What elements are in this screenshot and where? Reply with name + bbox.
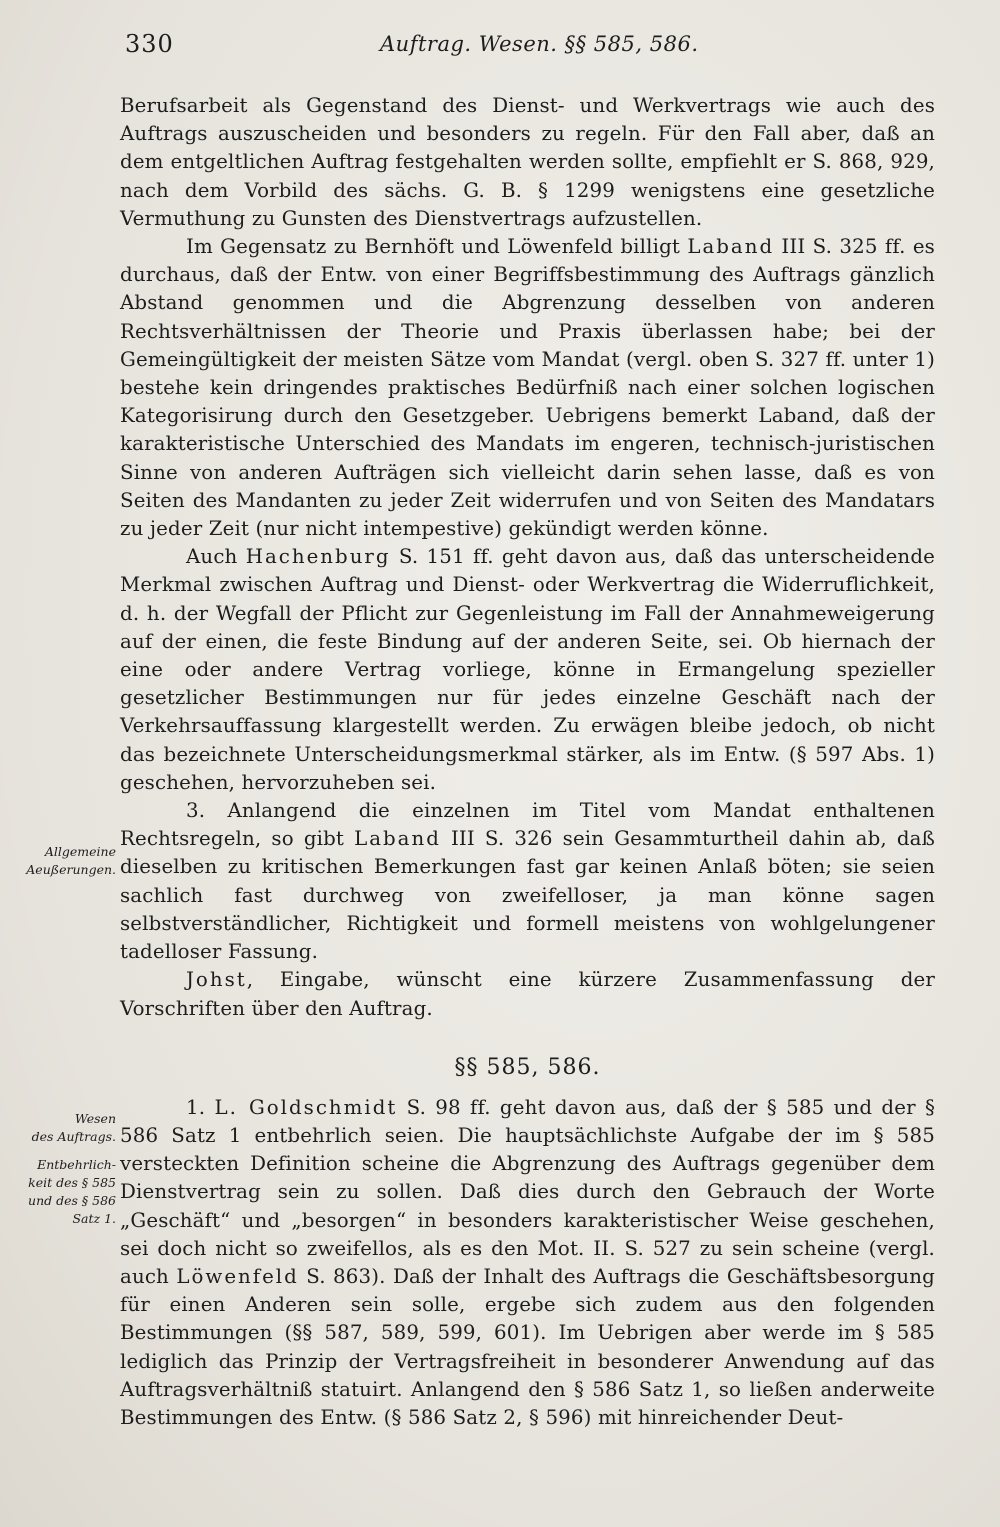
paragraph-text: Berufsarbeit als Gegenstand des Dienst- und Werkvertrags wie auch des Auftrags auszuscheiden und besonders zu regeln. Für den Fall aber, daß an dem entgeltlichen Auftrag festgehalten werden sollte, empfiehlt er S. 868, 929, nach dem Vorbild des sächs. G. B. § 1299 wenigstens eine gesetzliche Vermuthung zu Gunsten des Dienstvertrags aufzustellen. bbox=[120, 94, 935, 230]
margin-note-line: keit des § 585 bbox=[28, 1175, 116, 1190]
paragraph-text: S. 863). Daß der Inhalt des Auftrags die Geschäftsbesorgung für einen Anderen sein solle, ergebe sich zudem aus den folgenden Bestimmungen (§§ 587, 589, 599, 601). Im Uebrigen aber werde im § 585 lediglich das Prinzip der Vertragsfreiheit in besonderer Anwendung auf das Auftragsverhältniß statuirt. Anlangend den § 586 Satz 1, so ließen anderweite Bestimmungen des Entw. (§ 586 Satz 2, § 596) mit hinreichender Deut- bbox=[120, 1264, 935, 1429]
margin-note-line: Satz 1. bbox=[72, 1211, 116, 1226]
paragraph-text: III S. 326 sein Gesammturtheil dahin ab, daß dieselben zu kritischen Bemerkungen fast gar keinen Anlaß böten; sie seien sachlich fast durchweg von zweifelloser, ja man könne sagen selbstverständlicher, Richtigkeit und formell meistens von wohlgelungener tadelloser Fassung. bbox=[120, 827, 935, 964]
margin-note-line: des Auftrags. bbox=[31, 1129, 116, 1144]
paragraph-text: 1. bbox=[186, 1095, 215, 1119]
paragraph-text: Im Gegensatz zu Bernhöft und Löwenfeld billigt bbox=[186, 235, 688, 259]
margin-note-entbehrlichkeit bbox=[8, 1156, 116, 1228]
paragraph bbox=[120, 233, 935, 543]
paragraph bbox=[120, 966, 935, 1022]
paragraph-text: S. 151 ff. geht davon aus, daß das unterscheidende Merkmal zwischen Auftrag und Dienst- oder Werkvertrag die Widerruflichkeit, d. h. der Wegfall der Pflicht zur Gegenleistung im Fall der Annahmeweigerung auf der einen, die feste Bindung auf der anderen Seite, sei. Ob hiernach der eine oder andere Vertrag vorliege, könne in Ermangelung spezieller gesetzlicher Bestimmungen nur für jedes einzelne Geschäft nach der Verkehrsauffassung klargestellt werden. Zu erwägen bleibe jedoch, ob nicht das bezeichnete Unterscheidungsmerkmal stärker, als im Entw. (§ 597 Abs. 1) geschehen, hervorzuheben sei. bbox=[120, 545, 935, 794]
margin-note-line: Aeußerungen. bbox=[26, 862, 116, 877]
body-text bbox=[120, 92, 935, 1432]
author-name: Löwenfeld bbox=[176, 1264, 299, 1288]
paragraph-text: 3. Anlangend die einzelnen im Titel vom Mandat enthaltenen Rechtsregeln, so gibt bbox=[120, 799, 935, 851]
margin-note-line: und des § 586 bbox=[28, 1193, 116, 1208]
author-name: Hachenburg bbox=[245, 545, 391, 569]
page-number: 330 bbox=[125, 30, 174, 58]
paragraph-text: III S. 325 ff. es durchaus, daß der Entw. von einer Begriffsbestimmung des Auftrags gänzlich Abstand genommen und die Abgrenzung desselben von anderen Rechtsverhältnissen der Theorie und Praxis überlassen habe; bei der Gemeingültigkeit der meisten Sätze vom Mandat (vergl. oben S. 327 ff. unter 1) bestehe kein dringendes praktisches Bedürfniß nach einer solchen logischen Kategorisirung durch den Gesetzgeber. Uebrigens bemerkt Laband, daß der karakteristische Unterschied des Mandats im engeren, technisch-juristischen Sinne von anderen Aufträgen sich vielleicht darin sehen lasse, daß es von Seiten des Mandanten zu jeder Zeit widerrufen und von Seiten des Mandatars zu jeder Zeit (nur nicht intempestive) gekündigt werden könne. bbox=[120, 235, 935, 541]
paragraph bbox=[120, 92, 935, 233]
paragraph-text: S. 98 ff. geht davon aus, daß der § 585 und der § 586 Satz 1 entbehrlich seien. Die hauptsächlichste Aufgabe der im § 585 versteckten Definition scheine die Abgrenzung des Auftrags gegenüber dem Dienstvertrag sein zu sollen. Daß dies durch den Gebrauch der Worte „Geschäft“ und „besorgen“ in besonders karakteristischer Weise geschehen, sei doch nicht so zweifellos, als es den Mot. II. S. 527 zu sein scheine (vergl. auch bbox=[120, 1095, 936, 1288]
margin-note-line: Allgemeine bbox=[44, 844, 116, 859]
margin-note-allgemeine bbox=[8, 843, 116, 879]
paragraph-text: Auch bbox=[186, 545, 246, 569]
author-name: L. Goldschmidt bbox=[214, 1095, 398, 1119]
author-name: Laband bbox=[354, 827, 441, 851]
running-head: Auftrag. Wesen. §§ 585, 586. bbox=[380, 32, 699, 56]
paragraph-text: , Eingabe, wünscht eine kürzere Zusammenfassung der Vorschriften über den Auftrag. bbox=[120, 968, 935, 1020]
paragraph bbox=[120, 797, 935, 966]
section-heading: §§ 585, 586. bbox=[454, 1054, 601, 1080]
author-name: Laband bbox=[687, 235, 775, 259]
margin-note-line: Wesen bbox=[74, 1111, 116, 1126]
margin-note-wesen bbox=[8, 1110, 116, 1146]
paragraph bbox=[120, 543, 935, 797]
author-name: Johst bbox=[186, 968, 247, 992]
margin-note-line: Entbehrlich- bbox=[37, 1157, 116, 1172]
paragraph bbox=[120, 1094, 935, 1432]
page-header bbox=[125, 30, 925, 70]
